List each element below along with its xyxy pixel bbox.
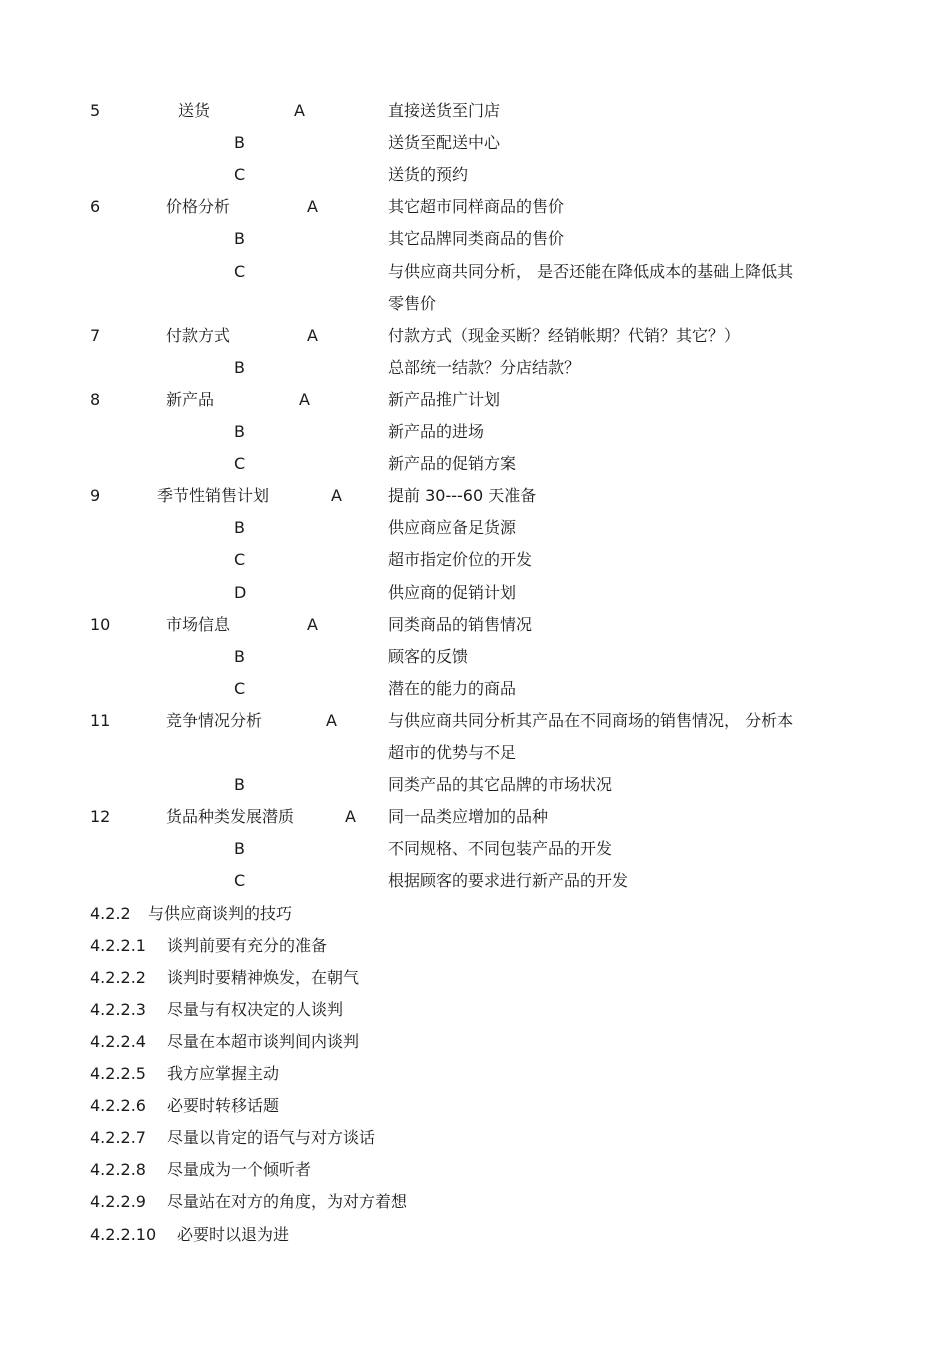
table-row bbox=[0, 871, 950, 903]
section-number: 4.2.2.1 bbox=[90, 935, 146, 955]
option-text: 与供应商共同分析其产品在不同商场的销售情况， 分析本 bbox=[388, 710, 794, 730]
option-letter: C bbox=[234, 550, 246, 570]
option-text: 其它品牌同类商品的售价 bbox=[388, 229, 565, 249]
table-row bbox=[0, 775, 950, 807]
table-row bbox=[0, 358, 950, 390]
option-text-continued: 零售价 bbox=[388, 293, 437, 313]
option-letter: A bbox=[299, 389, 310, 409]
table-row bbox=[0, 229, 950, 261]
option-text: 超市指定价位的开发 bbox=[388, 550, 533, 570]
option-letter: C bbox=[234, 678, 246, 698]
option-text: 送货至配送中心 bbox=[388, 133, 501, 153]
table-row bbox=[0, 807, 950, 839]
option-text: 送货的预约 bbox=[388, 165, 469, 185]
table-row bbox=[0, 133, 950, 165]
item-topic: 市场信息 bbox=[166, 614, 231, 634]
section-title: 必要时转移话题 bbox=[167, 1096, 280, 1116]
option-text: 付款方式（现金买断？经销帐期？代销？其它？） bbox=[388, 325, 741, 345]
table-row bbox=[0, 101, 950, 133]
section-number: 4.2.2.3 bbox=[90, 999, 146, 1019]
option-letter: B bbox=[234, 646, 245, 666]
option-text: 同类商品的销售情况 bbox=[388, 614, 533, 634]
option-text: 同一品类应增加的品种 bbox=[388, 807, 549, 827]
section-heading bbox=[0, 968, 950, 1000]
section-heading bbox=[0, 1225, 950, 1257]
option-letter: C bbox=[234, 454, 246, 474]
table-row bbox=[0, 839, 950, 871]
table-row-continuation bbox=[0, 743, 950, 775]
option-text: 其它超市同样商品的售价 bbox=[388, 197, 565, 217]
section-heading bbox=[0, 1160, 950, 1192]
option-letter: B bbox=[234, 775, 245, 795]
option-letter: B bbox=[234, 357, 245, 377]
section-title: 尽量站在对方的角度，为对方着想 bbox=[167, 1192, 408, 1212]
option-letter: A bbox=[307, 197, 318, 217]
option-text: 供应商的促销计划 bbox=[388, 582, 517, 602]
option-letter: D bbox=[234, 582, 247, 602]
option-letter: A bbox=[307, 325, 318, 345]
section-title: 谈判时要精神焕发，在朝气 bbox=[167, 967, 360, 987]
section-heading bbox=[0, 1064, 950, 1096]
section-title: 谈判前要有充分的准备 bbox=[167, 935, 328, 955]
section-heading bbox=[0, 936, 950, 968]
table-row bbox=[0, 679, 950, 711]
option-text: 总部统一结款？分店结款？ bbox=[388, 357, 581, 377]
option-letter: A bbox=[307, 614, 318, 634]
table-row bbox=[0, 422, 950, 454]
section-heading bbox=[0, 1032, 950, 1064]
option-letter: C bbox=[234, 871, 246, 891]
section-heading bbox=[0, 1000, 950, 1032]
section-heading bbox=[0, 1192, 950, 1224]
table-row bbox=[0, 197, 950, 229]
section-title: 与供应商谈判的技巧 bbox=[148, 903, 293, 923]
table-row bbox=[0, 486, 950, 518]
section-number: 4.2.2 bbox=[90, 903, 131, 923]
item-topic: 竞争情况分析 bbox=[166, 710, 263, 730]
option-letter: B bbox=[234, 839, 245, 859]
table-row bbox=[0, 550, 950, 582]
section-number: 4.2.2.10 bbox=[90, 1224, 157, 1244]
item-number: 11 bbox=[90, 710, 111, 730]
option-text: 供应商应备足货源 bbox=[388, 518, 517, 538]
option-letter: A bbox=[331, 486, 342, 506]
option-text: 新产品的进场 bbox=[388, 422, 485, 441]
option-letter: A bbox=[294, 101, 305, 120]
section-number: 4.2.2.2 bbox=[90, 967, 146, 987]
section-heading bbox=[0, 904, 950, 936]
option-text: 同类产品的其它品牌的市场状况 bbox=[388, 775, 613, 795]
option-letter: A bbox=[326, 710, 337, 730]
option-letter: C bbox=[234, 261, 246, 281]
table-row bbox=[0, 583, 950, 615]
section-number: 4.2.2.4 bbox=[90, 1031, 146, 1051]
item-topic: 价格分析 bbox=[166, 197, 231, 217]
table-row bbox=[0, 262, 950, 294]
item-number: 7 bbox=[90, 325, 101, 345]
item-number: 5 bbox=[90, 101, 101, 120]
item-topic: 季节性销售计划 bbox=[157, 486, 270, 506]
option-text: 新产品推广计划 bbox=[388, 389, 501, 409]
item-number: 8 bbox=[90, 389, 101, 409]
section-title: 尽量以肯定的语气与对方谈话 bbox=[167, 1128, 376, 1148]
option-text: 根据顾客的要求进行新产品的开发 bbox=[388, 871, 629, 891]
table-row bbox=[0, 615, 950, 647]
section-number: 4.2.2.8 bbox=[90, 1160, 146, 1180]
section-title: 尽量在本超市谈判间内谈判 bbox=[167, 1031, 360, 1051]
section-title: 尽量与有权决定的人谈判 bbox=[167, 999, 344, 1019]
section-heading bbox=[0, 1128, 950, 1160]
item-number: 10 bbox=[90, 614, 111, 634]
option-text: 顾客的反馈 bbox=[388, 646, 469, 666]
option-letter: A bbox=[345, 807, 356, 827]
item-number: 6 bbox=[90, 197, 101, 217]
table-row-continuation bbox=[0, 294, 950, 326]
item-number: 9 bbox=[90, 486, 101, 506]
item-topic: 货品种类发展潜质 bbox=[166, 807, 295, 827]
option-text-continued: 超市的优势与不足 bbox=[388, 743, 517, 762]
table-row bbox=[0, 390, 950, 422]
option-text: 潜在的能力的商品 bbox=[388, 678, 517, 698]
item-topic: 新产品 bbox=[166, 389, 215, 409]
section-number: 4.2.2.7 bbox=[90, 1128, 146, 1148]
option-text: 与供应商共同分析， 是否还能在降低成本的基础上降低其 bbox=[388, 261, 794, 281]
section-heading bbox=[0, 1096, 950, 1128]
table-row bbox=[0, 647, 950, 679]
section-title: 尽量成为一个倾听者 bbox=[167, 1160, 312, 1180]
table-row bbox=[0, 165, 950, 197]
table-row bbox=[0, 518, 950, 550]
section-title: 必要时以退为进 bbox=[177, 1224, 290, 1244]
option-letter: B bbox=[234, 518, 245, 538]
section-title: 我方应掌握主动 bbox=[167, 1064, 280, 1083]
option-text: 新产品的促销方案 bbox=[388, 454, 517, 474]
section-number: 4.2.2.5 bbox=[90, 1064, 146, 1083]
item-topic: 送货 bbox=[178, 101, 211, 120]
option-text: 直接送货至门店 bbox=[388, 101, 501, 120]
table-row bbox=[0, 326, 950, 358]
item-number: 12 bbox=[90, 807, 111, 827]
option-letter: B bbox=[234, 422, 245, 441]
option-text: 不同规格、不同包装产品的开发 bbox=[388, 839, 613, 859]
item-topic: 付款方式 bbox=[166, 325, 231, 345]
option-letter: C bbox=[234, 165, 246, 185]
section-number: 4.2.2.9 bbox=[90, 1192, 146, 1212]
section-number: 4.2.2.6 bbox=[90, 1096, 146, 1116]
table-row bbox=[0, 454, 950, 486]
option-text: 提前 30---60 天准备 bbox=[388, 486, 537, 506]
option-letter: B bbox=[234, 229, 245, 249]
option-letter: B bbox=[234, 133, 245, 153]
table-row bbox=[0, 711, 950, 743]
